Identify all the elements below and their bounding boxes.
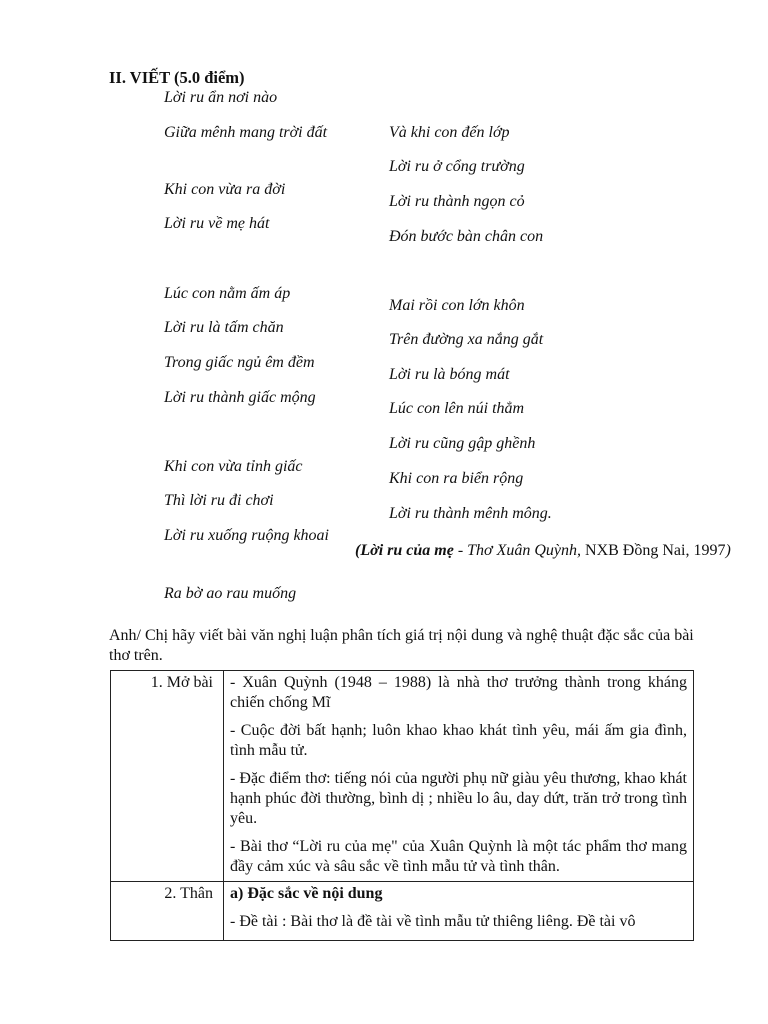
table-row xyxy=(111,671,694,882)
poem-line: Lúc con lên núi thẳm xyxy=(389,400,525,417)
outline-point: - Đề tài : Bài thơ là đề tài về tình mẫu tử thiêng liêng. Đề tài vô xyxy=(230,913,636,930)
section-content xyxy=(224,882,694,941)
poem-line: Lời ru là tấm chăn xyxy=(164,319,284,336)
poem-line: Lời ru ở cổng trường xyxy=(389,158,525,175)
poem-line: Ra bờ ao rau muống xyxy=(164,585,297,602)
source-close-paren: ) xyxy=(725,542,731,559)
poem-line: Lúc con nằm ấm áp xyxy=(164,285,291,302)
poem-line: Khi con ra biển rộng xyxy=(389,470,524,487)
outline-table xyxy=(110,670,694,941)
poem-author: - Thơ Xuân Quỳnh, xyxy=(453,542,582,559)
poem-line: Khi con vừa ra đời xyxy=(164,181,286,198)
poem-line: Khi con vừa tỉnh giấc xyxy=(164,458,303,475)
poem-line: Trong giấc ngủ êm đềm xyxy=(164,354,315,371)
table-row xyxy=(111,882,694,941)
poem-line: Trên đường xa nắng gắt xyxy=(389,331,544,348)
poem-line: Đón bước bàn chân con xyxy=(389,228,544,245)
poem-line: Mai rồi con lớn khôn xyxy=(389,297,525,314)
poem-line: Lời ru thành mênh mông. xyxy=(389,505,552,522)
section-label: 1. Mở bài xyxy=(111,671,224,882)
section-label: 2. Thân xyxy=(111,882,224,941)
poem-publisher: NXB Đồng Nai, 1997 xyxy=(581,542,726,559)
poem-source xyxy=(355,540,750,562)
poem-line: Thì lời ru đi chơi xyxy=(164,492,274,509)
poem-line: Và khi con đến lớp xyxy=(389,124,510,141)
source-open-paren: ( xyxy=(355,542,361,559)
section-heading: II. VIẾT (5.0 điểm) xyxy=(109,68,245,87)
poem-line: Giữa mênh mang trời đất xyxy=(164,124,328,141)
poem-line: Lời ru là bóng mát xyxy=(389,366,510,383)
poem-line: Lời ru cũng gập ghềnh xyxy=(389,435,536,452)
section-content xyxy=(224,671,694,882)
poem-line: Lời ru ẩn nơi nào xyxy=(164,89,278,106)
outline-subheading: a) Đặc sắc về nội dung xyxy=(230,885,383,902)
outline-point: - Bài thơ “Lời ru của mẹ" của Xuân Quỳnh là một tác phẩm thơ mang đầy cảm xúc và sâu sắc về tình mẫu tử và tình thân. xyxy=(230,838,687,875)
poem-line: Lời ru thành giấc mộng xyxy=(164,389,316,406)
poem-title: Lời ru của mẹ xyxy=(360,542,454,559)
poem-line: Lời ru thành ngọn cỏ xyxy=(389,193,525,210)
outline-point: - Đặc điểm thơ: tiếng nói của người phụ nữ giàu yêu thương, khao khát hạnh phúc đời thường, bình dị ; nhiều lo âu, day dứt, trăn trở trong tình yêu. xyxy=(230,770,687,827)
essay-prompt: Anh/ Chị hãy viết bài văn nghị luận phân tích giá trị nội dung và nghệ thuật đặc sắc của bài thơ trên. xyxy=(109,627,694,664)
outline-point: - Cuộc đời bất hạnh; luôn khao khao khát tình yêu, mái ấm gia đình, tình mẫu tử. xyxy=(230,722,687,759)
outline-point: - Xuân Quỳnh (1948 – 1988) là nhà thơ trưởng thành trong kháng chiến chống Mĩ xyxy=(230,674,687,711)
poem-line: Lời ru xuống ruộng khoai xyxy=(164,527,329,544)
poem-line: Lời ru về mẹ hát xyxy=(164,215,270,232)
